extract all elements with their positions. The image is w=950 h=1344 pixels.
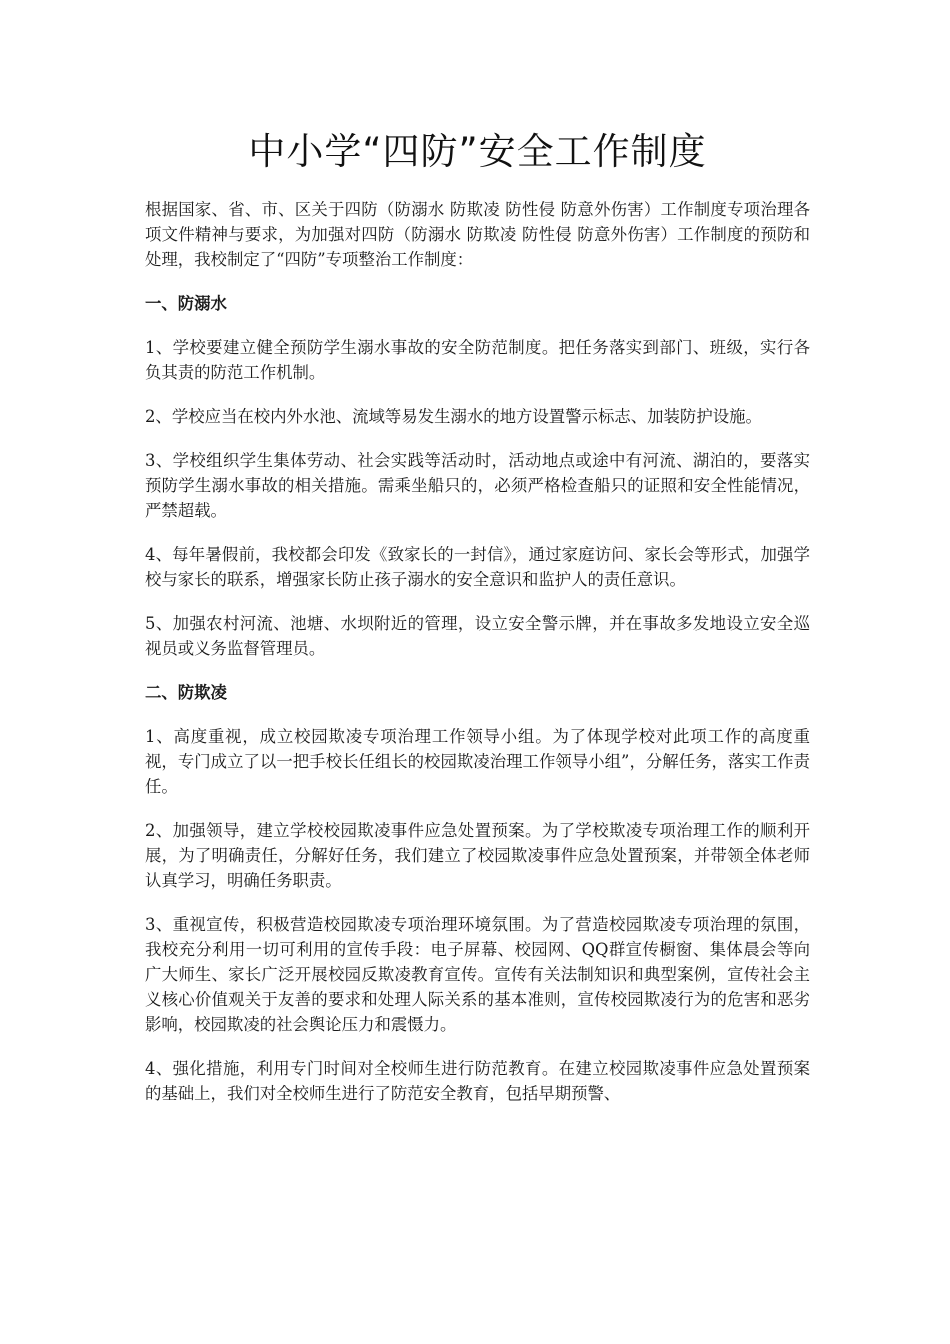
document-body <box>145 197 810 1125</box>
section-heading: 二、防欺凌 <box>145 683 227 702</box>
section-item: 1、学校要建立健全预防学生溺水事故的安全防范制度。把任务落实到部门、班级，实行各负其责的防范工作机制。 <box>145 338 810 382</box>
intro-paragraph: 根据国家、省、市、区关于四防（防溺水 防欺凌 防性侵 防意外伤害）工作制度专项治理各项文件精神与要求，为加强对四防（防溺水 防欺凌 防性侵 防意外伤害）工作制度的预防和处理，我校制定了“四防”专项整治工作制度： <box>145 200 810 269</box>
section-item: 5、加强农村河流、池塘、水坝附近的管理，设立安全警示牌，并在事故多发地设立安全巡视员或义务监督管理员。 <box>145 614 810 658</box>
section-item: 3、学校组织学生集体劳动、社会实践等活动时，活动地点或途中有河流、湖泊的，要落实预防学生溺水事故的相关措施。需乘坐船只的，必须严格检查船只的证照和安全性能情况，严禁超载。 <box>145 451 810 520</box>
section-item: 2、加强领导，建立学校校园欺凌事件应急处置预案。为了学校欺凌专项治理工作的顺利开展，为了明确责任，分解好任务，我们建立了校园欺凌事件应急处置预案，并带领全体老师认真学习，明确任务职责。 <box>145 821 810 890</box>
document-title: 中小学“四防”安全工作制度 <box>248 130 707 173</box>
section-heading: 一、防溺水 <box>145 294 227 313</box>
section-item: 1、高度重视，成立校园欺凌专项治理工作领导小组。为了体现学校对此项工作的高度重视，专门成立了以一把手校长任组长的校园欺凌治理工作领导小组”，分解任务，落实工作责任。 <box>145 727 810 796</box>
section-item: 2、学校应当在校内外水池、流域等易发生溺水的地方设置警示标志、加装防护设施。 <box>145 407 762 426</box>
section-drowning <box>145 291 810 661</box>
section-item: 4、每年暑假前，我校都会印发《致家长的一封信》，通过家庭访问、家长会等形式，加强学校与家长的联系，增强家长防止孩子溺水的安全意识和监护人的责任意识。 <box>145 545 810 589</box>
section-bullying <box>145 680 810 1106</box>
section-item: 3、重视宣传，积极营造校园欺凌专项治理环境氛围。为了营造校园欺凌专项治理的氛围，我校充分利用一切可利用的宣传手段：电子屏幕、校园网、QQ群宣传橱窗、集体晨会等向广大师生、家长广泛开展校园反欺凌教育宣传。宣传有关法制知识和典型案例，宣传社会主义核心价值观关于友善的要求和处理人际关系的基本准则，宣传校园欺凌行为的危害和恶劣影响，校园欺凌的社会舆论压力和震慑力。 <box>145 915 810 1034</box>
section-item: 4、强化措施，利用专门时间对全校师生进行防范教育。在建立校园欺凌事件应急处置预案的基础上，我们对全校师生进行了防范安全教育，包括早期预警、 <box>145 1059 810 1103</box>
